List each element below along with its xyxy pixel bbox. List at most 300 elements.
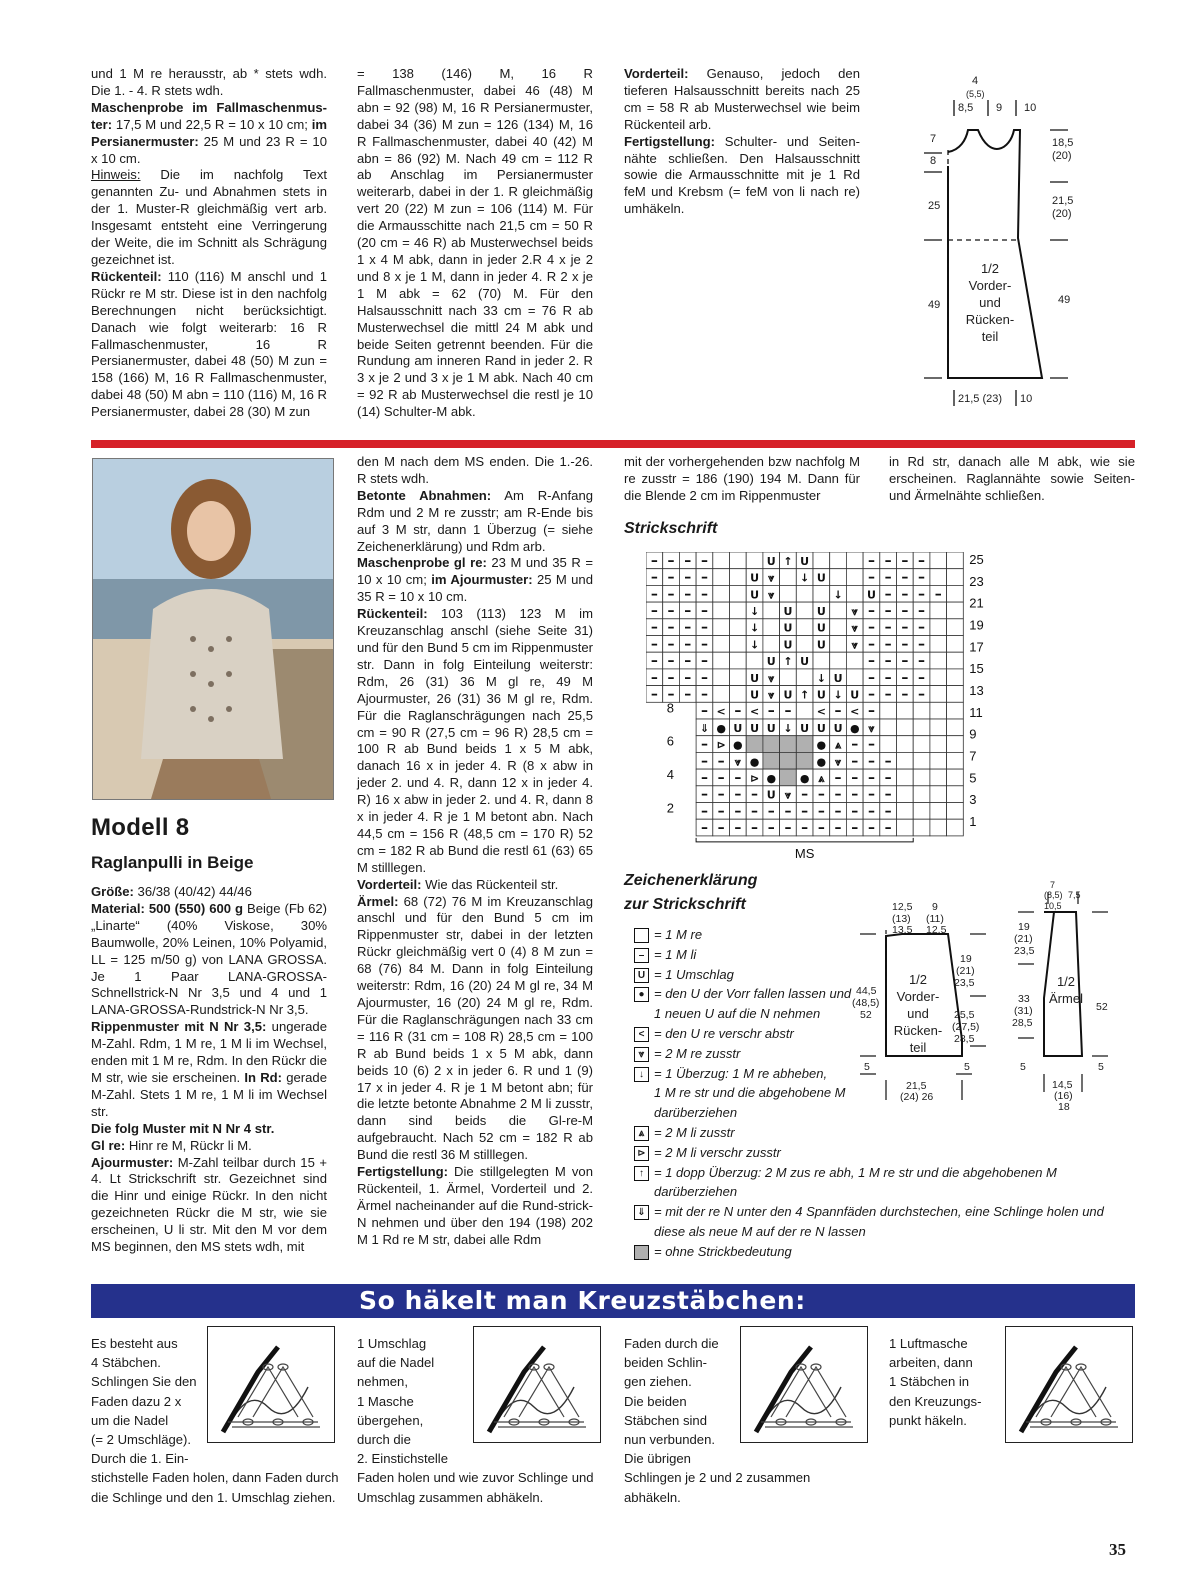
chart-cell	[763, 752, 780, 769]
modell-column-1: Größe: 36/38 (40/42) 44/46 Material: 500 (550) 600 g Beige (Fb 62) „Linarte“ (40% Viskose, 30% Baumwolle, 20% Leinen, 10% Polyamid, LL = 125 m/50 g) von LANA GROSSA. Je 1 Paar LANA-GROSSA-Schnellstrick-N Nr 3,5 und 4 und 1 LANA-GROSSA-Rundstrick-N Nr 3,5. Rippenmuster mit N Nr 3,5: ungerade M-Zahl. Rdm, 1 M re, 1 M li im Wechsel, enden mit 1 M re, Rdm. In den Rückr die M str, wie sie erscheinen. In Rd: gerade M-Zahl. Stets 1 M re, 1 M li im Wechsel str. Die folg Muster mit N Nr 4 str. Gl re: Hinr re M, Rückr li M. Ajourmuster: M-Zahl teilbar durch 15 + 4. Lt Strickschrift str. Gezeichnet sind die Hinr und einige Rückr. In den nicht gezeichneten Rückr die M str, wie sie erscheinen, U li str. Mit den M vor dem MS beginnen, den MS stets wdh, mit	[91, 884, 328, 1255]
chart-symbol: –	[901, 569, 909, 586]
chart-cell	[913, 736, 930, 753]
chart-symbol: –	[751, 803, 759, 820]
crochet-step-line: stichstelle Faden holen, dann Faden durch	[91, 1470, 339, 1486]
chart-symbol: –	[867, 669, 875, 686]
chart-cell	[796, 752, 813, 769]
chart-symbol: ↓	[816, 671, 826, 685]
chart-cell	[947, 769, 964, 786]
schematic-top-body	[920, 70, 1130, 420]
chart-symbol: –	[884, 769, 892, 786]
chart-cell	[897, 736, 914, 753]
schem-label: 21,5 (23)	[958, 393, 1003, 405]
chart-cell	[947, 803, 964, 820]
chart-cell	[930, 569, 947, 586]
schem-center-label: Vorder-	[968, 278, 1012, 293]
schem-center-label: teil	[909, 1040, 927, 1055]
schem-label: (16)	[1054, 1090, 1073, 1102]
schem-center-label: Ärmel	[1049, 991, 1083, 1006]
legend-item	[634, 1123, 1154, 1143]
chart-symbol: ⩓	[834, 738, 842, 752]
chart-symbol: ●	[749, 755, 760, 769]
legend-item	[634, 1202, 1154, 1222]
crochet-step-line: nehmen,	[357, 1374, 408, 1390]
chart-symbol: U	[766, 788, 776, 802]
chart-symbol: –	[700, 569, 708, 586]
chart-symbol: –	[717, 820, 725, 837]
chart-symbol: ⩔	[734, 755, 741, 769]
chart-cell	[897, 769, 914, 786]
chart-symbol: –	[918, 669, 926, 686]
chart-symbol: –	[884, 803, 892, 820]
chart-symbol: –	[767, 703, 775, 720]
chart-symbol: U	[766, 655, 776, 669]
schem-label: 23,5	[1014, 945, 1035, 957]
crochet-step-line: durch die	[357, 1432, 411, 1448]
schem-label: 7	[1050, 880, 1056, 890]
schem-label: (24) 26	[900, 1091, 934, 1103]
chart-cell	[780, 736, 797, 753]
chart-symbol: –	[884, 552, 892, 569]
chart-cell	[830, 636, 847, 653]
chart-cell	[746, 552, 763, 569]
chart-symbol: ↑	[783, 554, 793, 568]
chart-symbol: ⩔	[768, 671, 775, 685]
chart-symbol: –	[851, 753, 859, 770]
top-column-2: = 138 (146) M, 16 R Fallmaschenmuster, dabei 46 (48) M abn = 92 (98) M, 16 R Persianermuster, dabei 34 (36) M zun = 126 (134) M, 16 R Fallmaschenmuster, dabei 40 (42) M abn = 86 (92) M. Nach 49 cm = 112 R ab Anschlag im Persianermuster weiterarb, dabei in der 1. R gleichmäßig vert 20 (22) M zun = 106 (114) M. Für die Armausschitte nach 21,5 cm = 50 R (20 cm = 46 R) ab Musterwechsel beids 1 x 4 M abk, dann in jeder 2.R 4 x je 2 und 8 x je 1 M, dann in jeder 4. R 2 x je 1 M abk = 62 (70) M. Für den Halsausschnitt nach 33 cm = 76 R ab Musterwechsel die mittl 24 M abk und beide Seiten getrennt beenden. Für die Rundung am inneren Rand in jeder 2. R 3 x je 2 und 3 x je 1 M abk. Nach 40 cm = 92 R ab Musterwechsel die restl je 10 (14) Schulter-M abk.	[357, 66, 593, 420]
chart-symbol: –	[650, 669, 658, 686]
chart-symbol: –	[867, 636, 875, 653]
chart-cell	[796, 736, 813, 753]
chart-symbol: –	[901, 586, 909, 603]
crochet-banner	[91, 1284, 1135, 1318]
chart-symbol: –	[684, 686, 692, 703]
chart-symbol: –	[700, 586, 708, 603]
chart-symbol: U	[800, 554, 810, 568]
chart-row-number: 15	[969, 661, 984, 677]
chart-symbol: –	[867, 769, 875, 786]
legend-symbol-icon: ⩓	[634, 1126, 649, 1141]
chart-ms-label: MS	[794, 845, 815, 861]
chart-cell	[830, 602, 847, 619]
schem-label: (13)	[892, 913, 911, 925]
chart-cell	[780, 669, 797, 686]
chart-cell	[813, 652, 830, 669]
chart-cell	[713, 636, 730, 653]
crochet-step-line: 1 Umschlag	[357, 1336, 427, 1351]
chart-cell	[897, 786, 914, 803]
chart-cell	[796, 636, 813, 653]
chart-symbol: –	[918, 552, 926, 569]
chart-cell	[880, 719, 897, 736]
chart-symbol: <	[716, 705, 726, 719]
chart-cell	[730, 686, 747, 703]
chart-symbol: –	[700, 753, 708, 770]
chart-cell	[897, 819, 914, 836]
chart-cell	[913, 803, 930, 820]
schem-center-label: Rücken-	[893, 1023, 943, 1038]
chart-cell	[846, 569, 863, 586]
schem-center-label: und	[979, 295, 1001, 310]
chart-cell	[947, 736, 964, 753]
chart-cell	[713, 686, 730, 703]
chart-symbol: –	[834, 803, 842, 820]
chart-cell	[913, 769, 930, 786]
chart-symbol: –	[700, 686, 708, 703]
chart-symbol: –	[684, 586, 692, 603]
chart-cell	[713, 669, 730, 686]
schem-label: (20)	[1052, 208, 1072, 220]
legend-text: = 1 M li	[654, 946, 697, 962]
chart-cell	[930, 636, 947, 653]
legend-item	[634, 1182, 1154, 1202]
chart-symbol: ●	[816, 755, 827, 769]
chart-symbol: –	[751, 820, 759, 837]
chart-cell	[930, 652, 947, 669]
schem-label: 7	[930, 133, 937, 145]
red-divider	[91, 440, 1135, 448]
crochet-step-line: 1 Masche	[357, 1393, 414, 1409]
crochet-banner-title: So häkelt man Kreuzstäbchen:	[359, 1286, 806, 1315]
legend-symbol-icon: ↓	[634, 1067, 649, 1082]
chart-symbol: –	[918, 636, 926, 653]
schem-center-label: 1/2	[980, 261, 1000, 276]
crochet-step-line: nun verbunden.	[624, 1432, 716, 1448]
chart-cell	[846, 669, 863, 686]
chart-symbol: –	[734, 769, 742, 786]
chart-symbol: ↑	[783, 655, 793, 669]
chart-symbol: –	[867, 803, 875, 820]
chart-cell	[730, 669, 747, 686]
model-subtitle: Raglanpulli in Beige	[91, 853, 254, 872]
schem-label: (27,5)	[952, 1021, 980, 1033]
schem-label: (5,5)	[966, 89, 985, 99]
chart-symbol: –	[867, 569, 875, 586]
chart-row-number: 2	[666, 800, 674, 816]
chart-cell	[947, 719, 964, 736]
chart-cell	[713, 552, 730, 569]
chart-symbol: –	[784, 820, 792, 837]
chart-cell	[930, 769, 947, 786]
crochet-step-illustration	[473, 1326, 601, 1443]
chart-symbol: ⩔	[768, 571, 775, 585]
top-column-1: und 1 M re herausstr, ab * stets wdh. Die 1. - 4. R stets wdh. Maschenprobe im Fallmaschenmus-ter: 17,5 M und 22,5 R = 10 x 10 cm; im Persianermuster: 25 M und 23 R = 10 x 10 cm. Hinweis: Die im nachfolg Text genannten Zu- und Abnahmen stets in der 1. Muster-R gleichmäßig vert arb. Insgesamt entsteht eine Verringerung der Weite, die im Schnitt als Schrägung gezeichnet ist. Rückenteil: 110 (116) M anschl und 1 Rückr re M str. Diese ist in den nachfolg Berechnungen nicht berücksichtigt. Danach wie folgt weiterarb: 16 R Fallmaschenmuster, 16 R Persianermuster, dabei 48 (50) M zun = 158 (166) M, 16 R Fallmaschenmuster, dabei 48 (50) M abn = 110 (116) M, 16 R Persianermuster, dabei 28 (30) M zun	[91, 66, 327, 420]
schem-label: 4	[972, 75, 979, 87]
chart-symbol: –	[884, 686, 892, 703]
chart-cell	[947, 752, 964, 769]
chart-symbol: –	[901, 669, 909, 686]
chart-symbol: ⊳	[749, 771, 760, 785]
modell-column-4: in Rd str, danach alle M abk, wie sie erscheinen. Raglannähte sowie Seiten- und Ärmelnähte schließen.	[889, 454, 1135, 503]
chart-symbol: U	[783, 638, 793, 652]
chart-symbol: <	[816, 705, 826, 719]
chart-symbol: –	[851, 736, 859, 753]
chart-symbol: –	[700, 669, 708, 686]
crochet-step-line: Die beiden	[624, 1393, 687, 1409]
legend-symbol-icon: ⇓	[634, 1205, 649, 1220]
crochet-step-line: abhäkeln.	[624, 1489, 681, 1505]
chart-symbol: ●	[716, 721, 726, 735]
model-title: Modell 8	[91, 814, 190, 841]
legend-text: 1 neuen U auf die N nehmen	[654, 1006, 821, 1022]
chart-cell	[730, 652, 747, 669]
chart-cell	[713, 619, 730, 636]
chart-symbol: U	[866, 588, 876, 602]
schem-label: 9	[932, 901, 938, 913]
chart-symbol: –	[901, 619, 909, 636]
chart-symbol: –	[650, 653, 658, 670]
chart-symbol: U	[766, 721, 776, 735]
chart-symbol: –	[667, 586, 675, 603]
crochet-step-line: Faden holen und wie zuvor Schlinge und	[357, 1470, 594, 1486]
legend-text: = 1 Umschlag	[654, 966, 734, 982]
chart-symbol: –	[700, 786, 708, 803]
crochet-step-line: Faden dazu 2 x	[91, 1393, 182, 1409]
chart-symbol: –	[918, 569, 926, 586]
chart-cell	[930, 619, 947, 636]
chart-symbol: –	[901, 602, 909, 619]
legend-text: darüberziehen	[654, 1105, 738, 1121]
chart-symbol: –	[700, 820, 708, 837]
schem-label: (48,5)	[852, 997, 880, 1009]
chart-symbol: U	[850, 688, 860, 702]
crochet-step-line: Schlingen je 2 und 2 zusammen	[624, 1470, 811, 1486]
crochet-step-illustration	[1005, 1326, 1133, 1443]
crochet-step-line: die Schlinge und den 1. Umschlag ziehen.	[91, 1489, 336, 1505]
crochet-step-line: 2. Einstichstelle	[357, 1451, 448, 1467]
chart-symbol: U	[783, 621, 793, 635]
chart-symbol: –	[901, 636, 909, 653]
chart-symbol: –	[700, 619, 708, 636]
schem-label: (20)	[1052, 150, 1072, 162]
schem-label: 49	[1058, 294, 1071, 306]
schem-center-label: 1/2	[908, 972, 928, 987]
chart-symbol: –	[667, 619, 675, 636]
chart-symbol: –	[801, 820, 809, 837]
legend-text: = den U re verschr abstr	[654, 1025, 794, 1041]
crochet-step-line: gen ziehen.	[624, 1374, 692, 1390]
chart-cell	[947, 636, 964, 653]
schematic-modell-body	[852, 900, 997, 1115]
crochet-step-line: Es besteht aus	[91, 1336, 178, 1351]
chart-cell	[730, 569, 747, 586]
chart-symbol: –	[667, 602, 675, 619]
chart-cell	[947, 786, 964, 803]
schem-label: 25	[928, 200, 941, 212]
chart-symbol: –	[717, 803, 725, 820]
chart-symbol: –	[700, 736, 708, 753]
chart-symbol: <	[749, 705, 760, 719]
chart-symbol: U	[816, 721, 826, 735]
chart-cell	[947, 619, 964, 636]
chart-symbol: –	[650, 586, 658, 603]
schem-label: (11)	[926, 913, 944, 925]
chart-symbol: –	[934, 586, 942, 603]
chart-cell	[880, 702, 897, 719]
chart-symbol: –	[834, 786, 842, 803]
chart-symbol: ⩔	[868, 721, 875, 735]
schem-label: 19	[1018, 921, 1030, 933]
chart-symbol: –	[684, 636, 692, 653]
chart-symbol: ↓	[783, 721, 793, 735]
strickschrift-title: Strickschrift	[624, 520, 718, 537]
knitting-chart	[646, 552, 986, 872]
crochet-step-line: übergehen,	[357, 1412, 424, 1428]
legend-text: = 1 dopp Überzug: 2 M zus re abh, 1 M re str und die abgehobenen M	[654, 1164, 1057, 1180]
legend-text: darüberziehen	[654, 1184, 738, 1200]
chart-symbol: –	[817, 803, 825, 820]
chart-cell	[730, 602, 747, 619]
chart-symbol: ↓	[800, 571, 810, 585]
chart-symbol: –	[834, 769, 842, 786]
chart-cell	[897, 719, 914, 736]
schem-label: (31)	[1014, 1005, 1033, 1017]
chart-symbol: U	[833, 671, 843, 685]
legend-symbol-icon: ⊳	[634, 1146, 649, 1161]
chart-symbol: –	[884, 820, 892, 837]
chart-symbol: –	[667, 569, 675, 586]
chart-symbol: –	[784, 703, 792, 720]
chart-symbol: –	[801, 803, 809, 820]
chart-symbol: ⩓	[818, 771, 825, 785]
chart-cell	[763, 602, 780, 619]
chart-symbol: –	[867, 753, 875, 770]
chart-symbol: U	[750, 588, 760, 602]
schem-label: 5	[1020, 1061, 1026, 1073]
schematic-sleeve	[1008, 878, 1118, 1118]
chart-row-number: 21	[969, 595, 984, 611]
chart-cell	[796, 602, 813, 619]
chart-symbol: –	[834, 820, 842, 837]
chart-symbol: –	[901, 552, 909, 569]
legend-item	[634, 1163, 1154, 1183]
chart-symbol: –	[918, 653, 926, 670]
chart-symbol: –	[700, 653, 708, 670]
schem-label: 10,5	[1044, 901, 1062, 911]
schem-label: 12,5	[926, 924, 947, 936]
legend-item	[634, 1242, 1154, 1262]
chart-cell	[913, 719, 930, 736]
chart-cell	[930, 819, 947, 836]
chart-symbol: –	[867, 602, 875, 619]
chart-symbol: ●	[799, 771, 810, 785]
chart-symbol: ⩔	[851, 604, 858, 618]
chart-symbol: U	[800, 721, 810, 735]
chart-symbol: –	[867, 552, 875, 569]
modell-column-3: mit der vorhergehenden bzw nachfolg M re zusstr = 186 (190) 194 M. Dann für die Blende 2 cm im Rippenmuster	[624, 454, 860, 503]
chart-symbol: U	[816, 688, 826, 702]
chart-cell	[913, 702, 930, 719]
chart-row-number: 4	[666, 767, 674, 783]
chart-cell	[947, 652, 964, 669]
chart-cell	[780, 752, 797, 769]
chart-symbol: U	[766, 554, 776, 568]
chart-symbol: –	[884, 669, 892, 686]
legend-symbol-icon: ⩔	[634, 1047, 649, 1062]
chart-symbol: ⩔	[851, 621, 858, 635]
crochet-step-line: beiden Schlin-	[624, 1355, 707, 1371]
chart-cell	[947, 669, 964, 686]
chart-symbol: –	[667, 686, 675, 703]
chart-cell	[730, 552, 747, 569]
chart-symbol: ⩔	[768, 588, 775, 602]
chart-cell	[730, 585, 747, 602]
chart-cell	[930, 736, 947, 753]
chart-symbol: ●	[733, 738, 743, 752]
legend-symbol-icon	[634, 928, 649, 943]
chart-symbol: –	[700, 769, 708, 786]
chart-symbol: –	[851, 769, 859, 786]
schem-label: 5	[1098, 1061, 1104, 1073]
chart-symbol: –	[784, 803, 792, 820]
chart-symbol: –	[650, 619, 658, 636]
chart-symbol: –	[700, 703, 708, 720]
chart-symbol: –	[817, 820, 825, 837]
chart-symbol: –	[667, 653, 675, 670]
chart-symbol: –	[700, 552, 708, 569]
chart-symbol: –	[767, 803, 775, 820]
schem-label: 52	[1096, 1001, 1108, 1013]
chart-cell	[897, 752, 914, 769]
chart-cell	[796, 702, 813, 719]
legend-text: = 1 M re	[654, 927, 703, 942]
chart-row-number: 8	[666, 700, 674, 716]
schem-label: (21)	[956, 965, 975, 977]
chart-symbol: –	[717, 786, 725, 803]
legend-text: = 1 Überzug: 1 M re abheben,	[654, 1065, 828, 1081]
schem-center-label: Rücken-	[965, 312, 1015, 327]
chart-cell	[913, 752, 930, 769]
chart-symbol: U	[783, 604, 793, 618]
chart-cell	[813, 552, 830, 569]
chart-symbol: –	[734, 703, 742, 720]
legend-text: = ohne Strickbedeutung	[654, 1243, 792, 1259]
chart-symbol: ●	[816, 738, 827, 752]
chart-row-number: 3	[969, 792, 977, 808]
chart-symbol: ⩔	[834, 755, 842, 769]
chart-cell	[796, 669, 813, 686]
legend-text: = 2 M re zusstr	[654, 1045, 741, 1061]
chart-cell	[930, 669, 947, 686]
legend-text: = mit der re N unter den 4 Spannfäden durchstechen, eine Schlinge holen und	[654, 1204, 1104, 1220]
legend-text: = 2 M li zusstr	[654, 1124, 735, 1140]
chart-symbol: –	[734, 803, 742, 820]
chart-symbol: –	[650, 552, 658, 569]
chart-symbol: ↓	[833, 588, 843, 602]
model-photo	[92, 458, 334, 800]
chart-cell	[813, 585, 830, 602]
chart-symbol: –	[918, 586, 926, 603]
chart-symbol: –	[901, 686, 909, 703]
schem-label: 44,5	[856, 985, 877, 997]
schem-label: (21)	[1014, 933, 1033, 945]
crochet-step-illustration	[207, 1326, 335, 1443]
schem-label: 10	[1020, 393, 1033, 405]
chart-symbol: ↓	[749, 604, 760, 618]
chart-cell	[830, 552, 847, 569]
crochet-step-illustration	[740, 1326, 868, 1443]
schem-label: 9	[996, 102, 1003, 114]
chart-cell	[947, 602, 964, 619]
chart-symbol: –	[901, 653, 909, 670]
chart-symbol: –	[684, 602, 692, 619]
chart-symbol: –	[650, 636, 658, 653]
chart-symbol: U	[750, 721, 760, 735]
chart-row-number: 9	[969, 726, 977, 742]
schem-label: 25,5	[954, 1009, 975, 1021]
chart-symbol: –	[667, 669, 675, 686]
chart-row-number: 6	[666, 733, 674, 749]
